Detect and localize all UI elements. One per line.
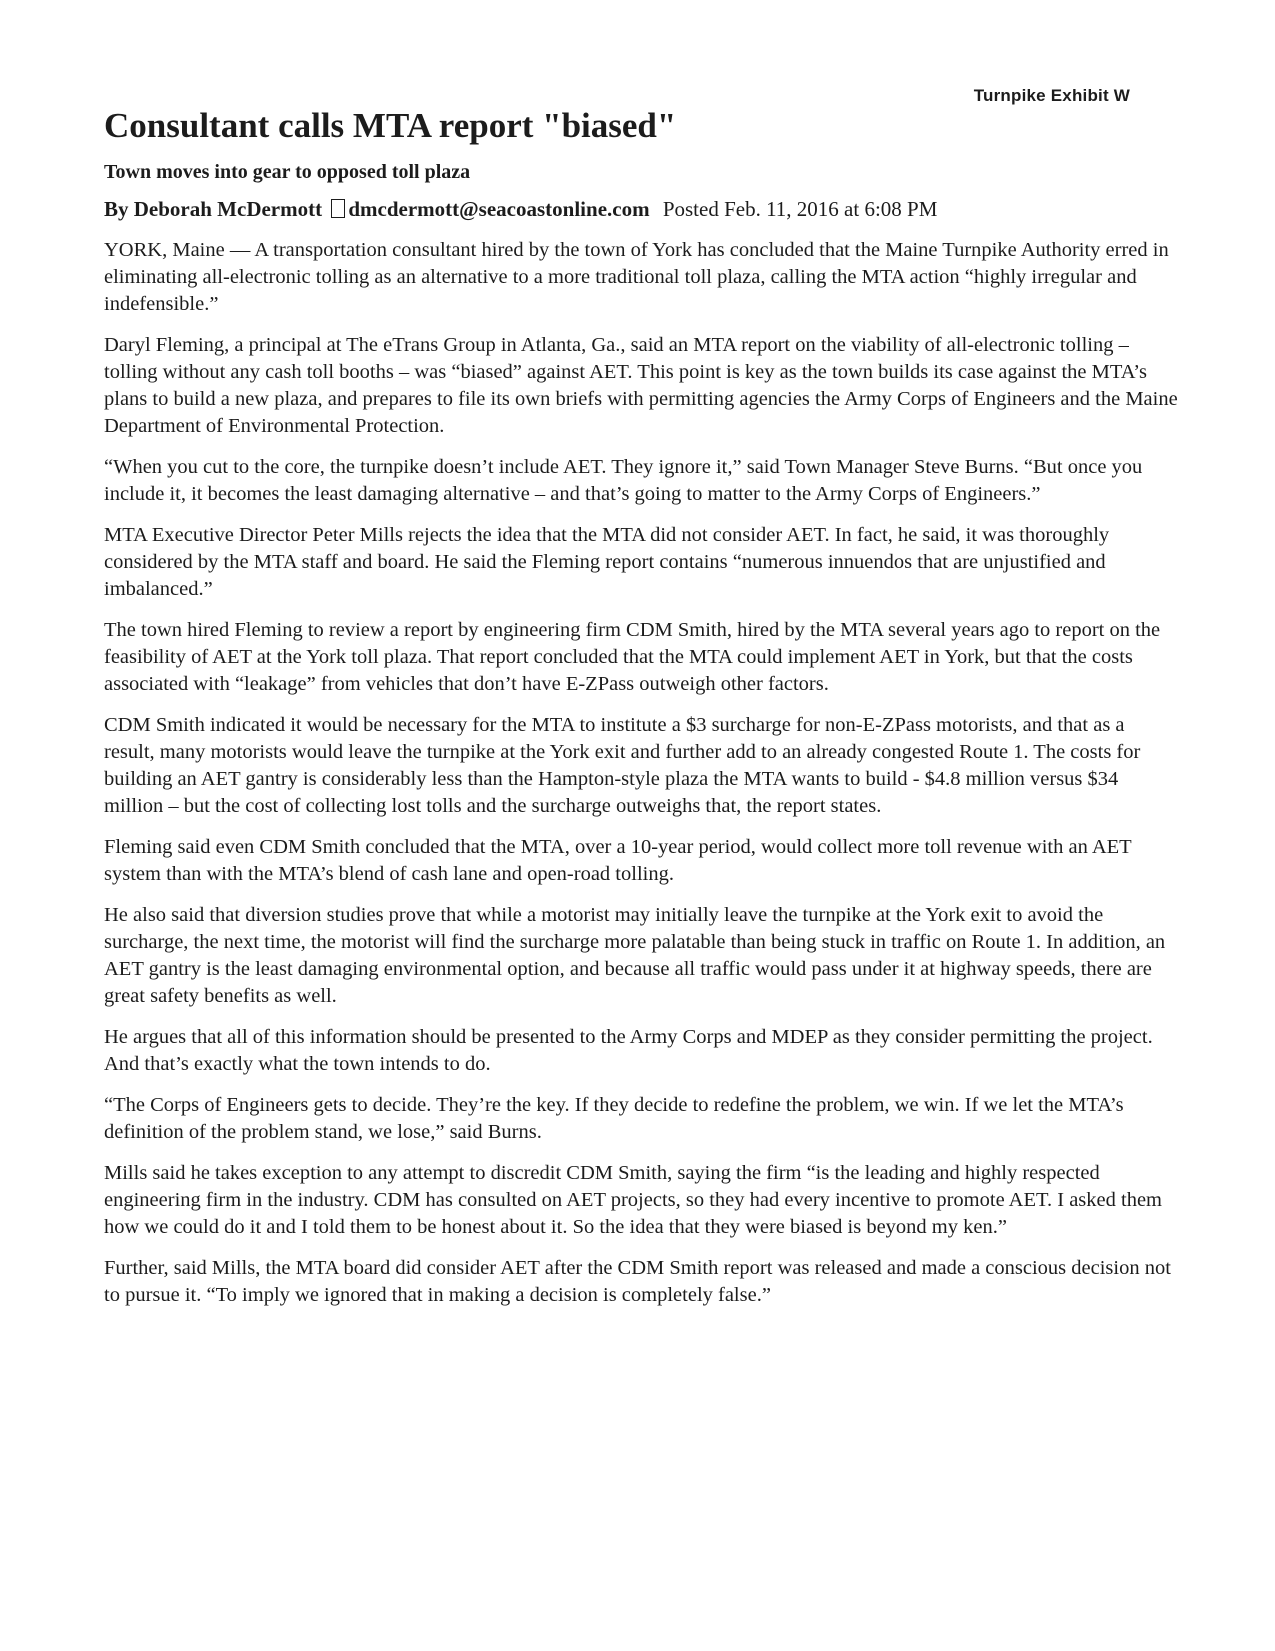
paragraph-1: YORK, Maine — A transportation consultant hired by the town of York has concluded that the Maine Turnpike Authority erred in eliminating all-electronic tolling as an alternative to a more traditional toll plaza, calling the MTA action “highly irregular and indefensible.”	[104, 238, 1169, 315]
paragraph-11: Mills said he takes exception to any attempt to discredit CDM Smith, saying the firm “is the leading and highly respected engineering firm in the industry. CDM has consulted on AET projects, so they had every incentive to promote AET. I asked them how we could do it and I told them to be honest about it. So the idea that they were biased is beyond my ken.”	[104, 1161, 1162, 1238]
byline-posted-date: Posted Feb. 11, 2016 at 6:08 PM	[662, 197, 938, 222]
paragraph-12: Further, said Mills, the MTA board did consider AET after the CDM Smith report was released and made a conscious decision not to pursue it. “To imply we ignored that in making a decision is completely false.”	[104, 1256, 1171, 1306]
paragraph-6: CDM Smith indicated it would be necessary for the MTA to institute a $3 surcharge for non-E-ZPass motorists, and that as a result, many motorists would leave the turnpike at the York exit and further add to an already congested Route 1. The costs for building an AET gantry is considerably less than the Hampton-style plaza the MTA wants to build - $4.8 million versus $34 million – but the cost of collecting lost tolls and the surcharge outweighs that, the report states.	[104, 713, 1141, 817]
byline-email: dmcdermott@seacoastonline.com	[348, 197, 650, 222]
paragraph-4: MTA Executive Director Peter Mills rejects the idea that the MTA did not consider AET. In fact, he said, it was thoroughly considered by the MTA staff and board. He said the Fleming report contains “numerous innuendos that are unjustified and imbalanced.”	[104, 523, 1110, 600]
article	[104, 106, 1180, 1323]
paragraph-8: He also said that diversion studies prove that while a motorist may initially leave the turnpike at the York exit to avoid the surcharge, the next time, the motorist will find the surcharge more palatable than being stuck in traffic on Route 1. In addition, an AET gantry is the least damaging environmental option, and because all traffic would pass under it at highway speeds, there are great safety benefits as well.	[104, 903, 1166, 1007]
byline	[104, 196, 1180, 222]
paragraph-3: “When you cut to the core, the turnpike doesn’t include AET. They ignore it,” said Town Manager Steve Burns. “But once you include it, it becomes the least damaging alternative – and that’s going to matter to the Army Corps of Engineers.”	[104, 455, 1143, 505]
paragraph-10: “The Corps of Engineers gets to decide. They’re the key. If they decide to redefine the problem, we win. If we let the MTA’s definition of the problem stand, we lose,” said Burns.	[104, 1093, 1124, 1143]
paragraph-5: The town hired Fleming to review a report by engineering firm CDM Smith, hired by the MTA several years ago to report on the feasibility of AET at the York toll plaza. That report concluded that the MTA could implement AET in York, but that the costs associated with “leakage” from vehicles that don’t have E-ZPass outweigh other factors.	[104, 618, 1161, 695]
email-icon	[331, 199, 345, 218]
exhibit-label: Turnpike Exhibit W	[973, 86, 1130, 105]
byline-author: By Deborah McDermott	[104, 197, 323, 222]
paragraph-9: He argues that all of this information should be presented to the Army Corps and MDEP as they consider permitting the project. And that’s exactly what the town intends to do.	[104, 1025, 1153, 1075]
paragraph-7: Fleming said even CDM Smith concluded that the MTA, over a 10-year period, would collect more toll revenue with an AET system than with the MTA’s blend of cash lane and open-road tolling.	[104, 835, 1132, 885]
headline: Consultant calls MTA report "biased"	[104, 106, 677, 145]
paragraph-2: Daryl Fleming, a principal at The eTrans Group in Atlanta, Ga., said an MTA report on the viability of all-electronic tolling – tolling without any cash toll booths – was “biased” against AET. This point is key as the town builds its case against the MTA’s plans to build a new plaza, and prepares to file its own briefs with permitting agencies the Army Corps of Engineers and the Maine Department of Environmental Protection.	[104, 333, 1178, 437]
subheadline: Town moves into gear to opposed toll plaza	[104, 161, 471, 184]
